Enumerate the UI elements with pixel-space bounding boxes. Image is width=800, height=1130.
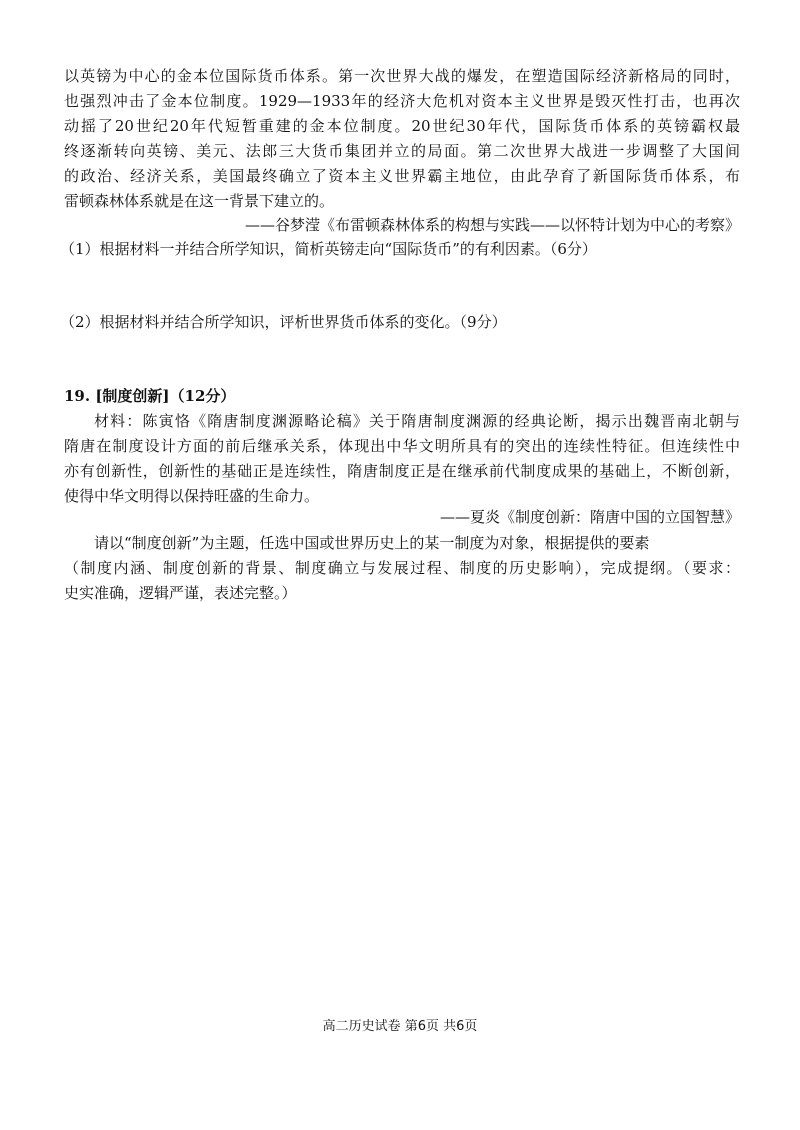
question-19-material — [64, 409, 740, 509]
passage-line: 的政治、经济关系，美国最终确立了资本主义世界霸主地位，由此孕育了新国际货币体系，布 — [64, 167, 740, 185]
material-passage — [64, 64, 740, 214]
question-text: （1）根据材料一并结合所学知识，简析英镑走向“国际货币”的有利因素。（6分） — [60, 240, 597, 258]
page-footer: 高二历史试卷 第6页 共6页 — [322, 1019, 478, 1034]
question-heading: 19. [制度创新]（12分） — [64, 387, 236, 405]
material-line: 使得中华文明得以保持旺盛的生命力。 — [64, 487, 320, 505]
material-source — [64, 505, 740, 530]
question-19-prompt — [64, 531, 740, 606]
passage-line: 以英镑为中心的金本位国际货币体系。第一次世界大战的爆发，在塑造国际经济新格局的同时， — [64, 67, 740, 85]
source-citation: ——夏炎《制度创新：隋唐中国的立国智慧》 — [439, 508, 740, 526]
passage-line: 也强烈冲击了金本位制度。1929—1933年的经济大危机对资本主义世界是毁灭性打击，也再次 — [64, 92, 740, 110]
passage-line: 终逐渐转向英镑、美元、法郎三大货币集团并立的局面。第二次世界大战进一步调整了大国间 — [64, 142, 740, 160]
material-line: 亦有创新性，创新性的基础正是连续性，隋唐制度正是在继承前代制度成果的基础上，不断创新， — [64, 462, 740, 480]
question-2 — [60, 310, 736, 335]
question-1 — [60, 237, 736, 262]
passage-line: 动摇了20世纪20年代短暂重建的金本位制度。20世纪30年代，国际货币体系的英镑霸权最 — [64, 117, 740, 135]
question-19-title — [64, 384, 740, 409]
material-line: 隋唐在制度设计方面的前后继承关系，体现出中华文明所具有的突出的连续性特征。但连续性中 — [64, 437, 740, 455]
source-citation: ——谷梦滢《布雷顿森林体系的构想与实践——以怀特计划为中心的考察》 — [244, 216, 740, 234]
prompt-line: 史实准确，逻辑严谨，表述完整。） — [64, 584, 297, 602]
question-text: （2）根据材料并结合所学知识，评析世界货币体系的变化。（9分） — [60, 313, 507, 331]
material-line: 材料：陈寅恪《隋唐制度渊源略论稿》关于隋唐制度渊源的经典论断，揭示出魏晋南北朝与 — [94, 412, 740, 430]
passage-source — [64, 213, 740, 238]
prompt-line: 请以“制度创新”为主题，任选中国或世界历史上的某一制度为对象，根据提供的要素 — [94, 534, 650, 552]
prompt-line: （制度内涵、制度创新的背景、制度确立与发展过程、制度的历史影响），完成提纲。（要求： — [64, 559, 740, 577]
passage-line: 雷顿森林体系就是在这一背景下建立的。 — [64, 192, 335, 210]
